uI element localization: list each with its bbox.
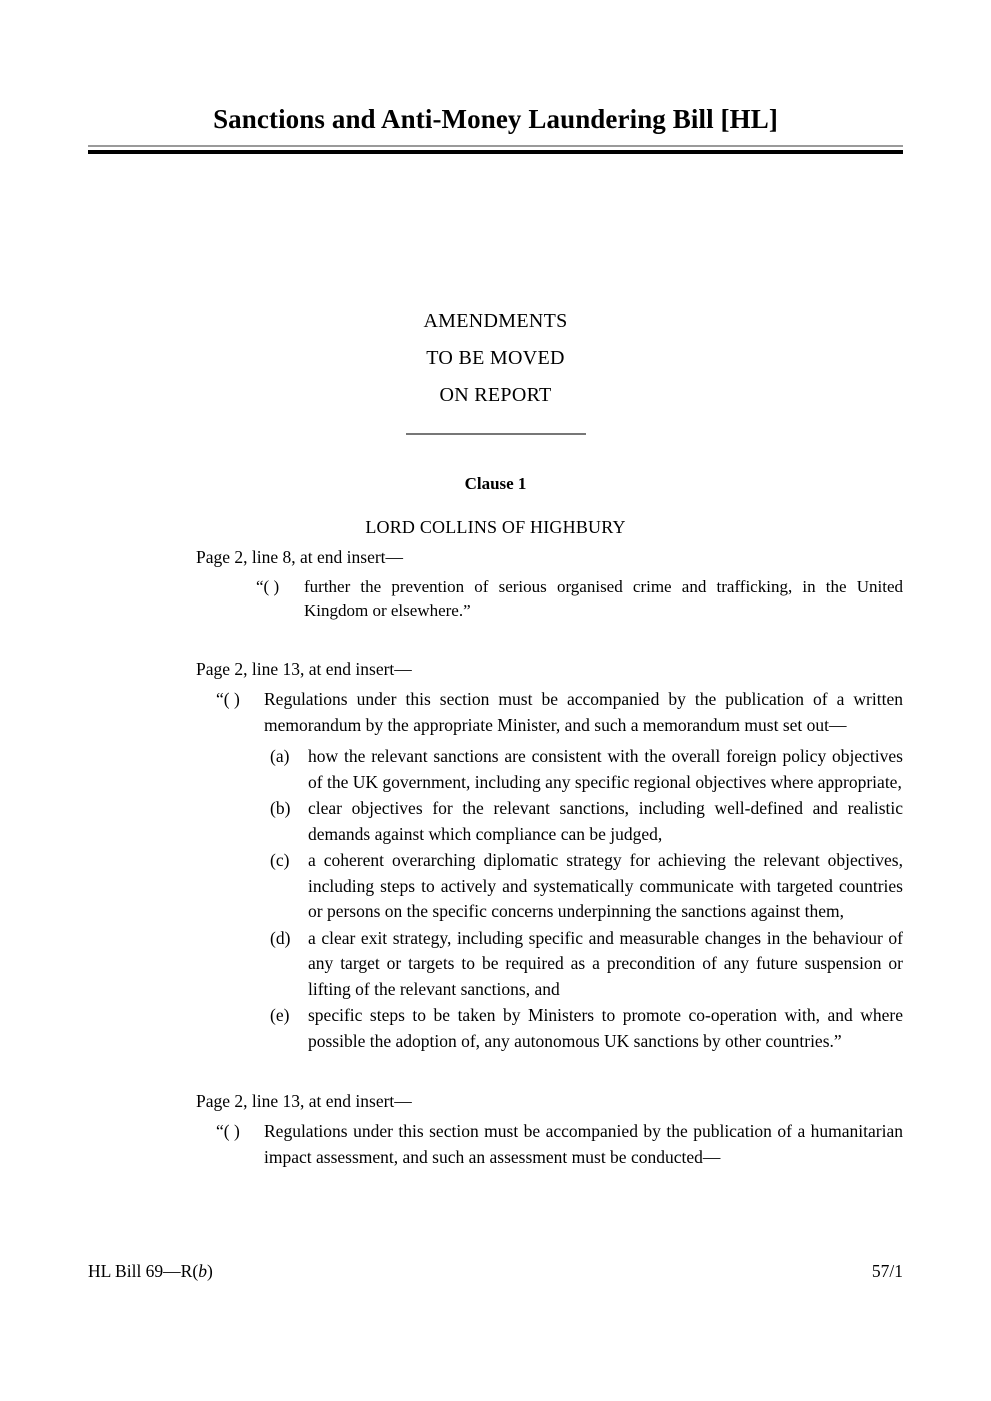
amendment-marker: “( ) (216, 1121, 240, 1141)
bill-reference-suffix: ) (206, 1261, 213, 1281)
spacer (88, 1055, 903, 1089)
sub-paragraph-label: (a) (270, 746, 290, 766)
bill-reference (88, 1261, 213, 1282)
page-number: 57/1 (871, 1261, 903, 1281)
heading-to-be-moved: TO BE MOVED (426, 347, 565, 369)
amendment-lead-in: Page 2, line 13, at end insert— (196, 659, 412, 679)
clause-heading: Clause 1 (464, 474, 527, 493)
page-footer (88, 1261, 903, 1282)
sub-paragraph-label: (c) (270, 850, 290, 870)
sub-paragraph-text: a coherent overarching diplomatic strategy for achieving the relevant objectives, including steps to actively and systematically communicate with targeted countries or persons on the specific concerns underpinning the sanctions against them, (308, 850, 903, 921)
sponsor-name: LORD COLLINS OF HIGHBURY (365, 517, 626, 537)
amendment-block (88, 657, 903, 1054)
header-rule-thick (88, 150, 903, 154)
amendment-lead-in: Page 2, line 13, at end insert— (196, 1091, 412, 1111)
amendment-lead-in: Page 2, line 8, at end insert— (196, 547, 404, 567)
header-rule-thin (88, 145, 903, 147)
sub-paragraph-text: how the relevant sanctions are consistent with the overall foreign policy objectives of the UK government, including any specific regional objectives where appropriate, (308, 746, 903, 792)
amendment-text: Regulations under this section must be accompanied by the publication of a humanitarian impact assessment, and such an assessment must be conducted— (264, 1121, 903, 1167)
headings-block (88, 303, 903, 414)
sub-paragraph-text: specific steps to be taken by Ministers to promote co-operation with, and where possible the adoption of, any autonomous UK sanctions by other countries.” (308, 1005, 903, 1051)
sub-paragraph (270, 796, 903, 847)
amendment-text: further the prevention of serious organised crime and trafficking, in the United Kingdom or elsewhere.” (304, 577, 903, 620)
amendment-block (88, 1089, 903, 1170)
section-divider (406, 433, 586, 435)
sub-paragraph-text: clear objectives for the relevant sanctions, including well-defined and realistic demands against which compliance can be judged, (308, 798, 903, 844)
bill-reference-prefix: HL Bill 69—R( (88, 1261, 199, 1281)
page-title: Sanctions and Anti-Money Laundering Bill [HL] (213, 104, 778, 134)
amendment-block (88, 545, 903, 623)
amendment-text: Regulations under this section must be accompanied by the publication of a written memorandum by the appropriate Minister, and such a memorandum must set out— (264, 689, 903, 735)
heading-amendments: AMENDMENTS (423, 310, 568, 332)
amendment-quoted-text (216, 687, 903, 738)
sub-paragraph (270, 744, 903, 795)
heading-on-report: ON REPORT (439, 384, 552, 406)
bill-reference-italic: b (198, 1261, 207, 1281)
sub-paragraph-list (88, 744, 903, 1054)
sub-paragraph-label: (b) (270, 798, 291, 818)
amendment-marker: “( ) (216, 689, 240, 709)
sub-paragraph-text: a clear exit strategy, including specific and measurable changes in the behaviour of any target or targets to be required as a precondition of any future suspension or lifting of the relevant sanctions, and (308, 927, 903, 999)
spacer (88, 623, 903, 657)
sub-paragraph (270, 1003, 903, 1054)
sub-paragraph (270, 848, 903, 925)
section-divider-wrap (88, 425, 903, 443)
sub-paragraph-label: (e) (270, 1005, 290, 1025)
amendment-quoted-text (216, 1119, 903, 1170)
amendments-body (88, 545, 903, 1170)
sub-paragraph-label: (d) (270, 927, 291, 948)
amendment-quoted-text (256, 575, 903, 623)
amendment-marker: “( ) (256, 577, 280, 596)
sub-paragraph (270, 926, 903, 1003)
